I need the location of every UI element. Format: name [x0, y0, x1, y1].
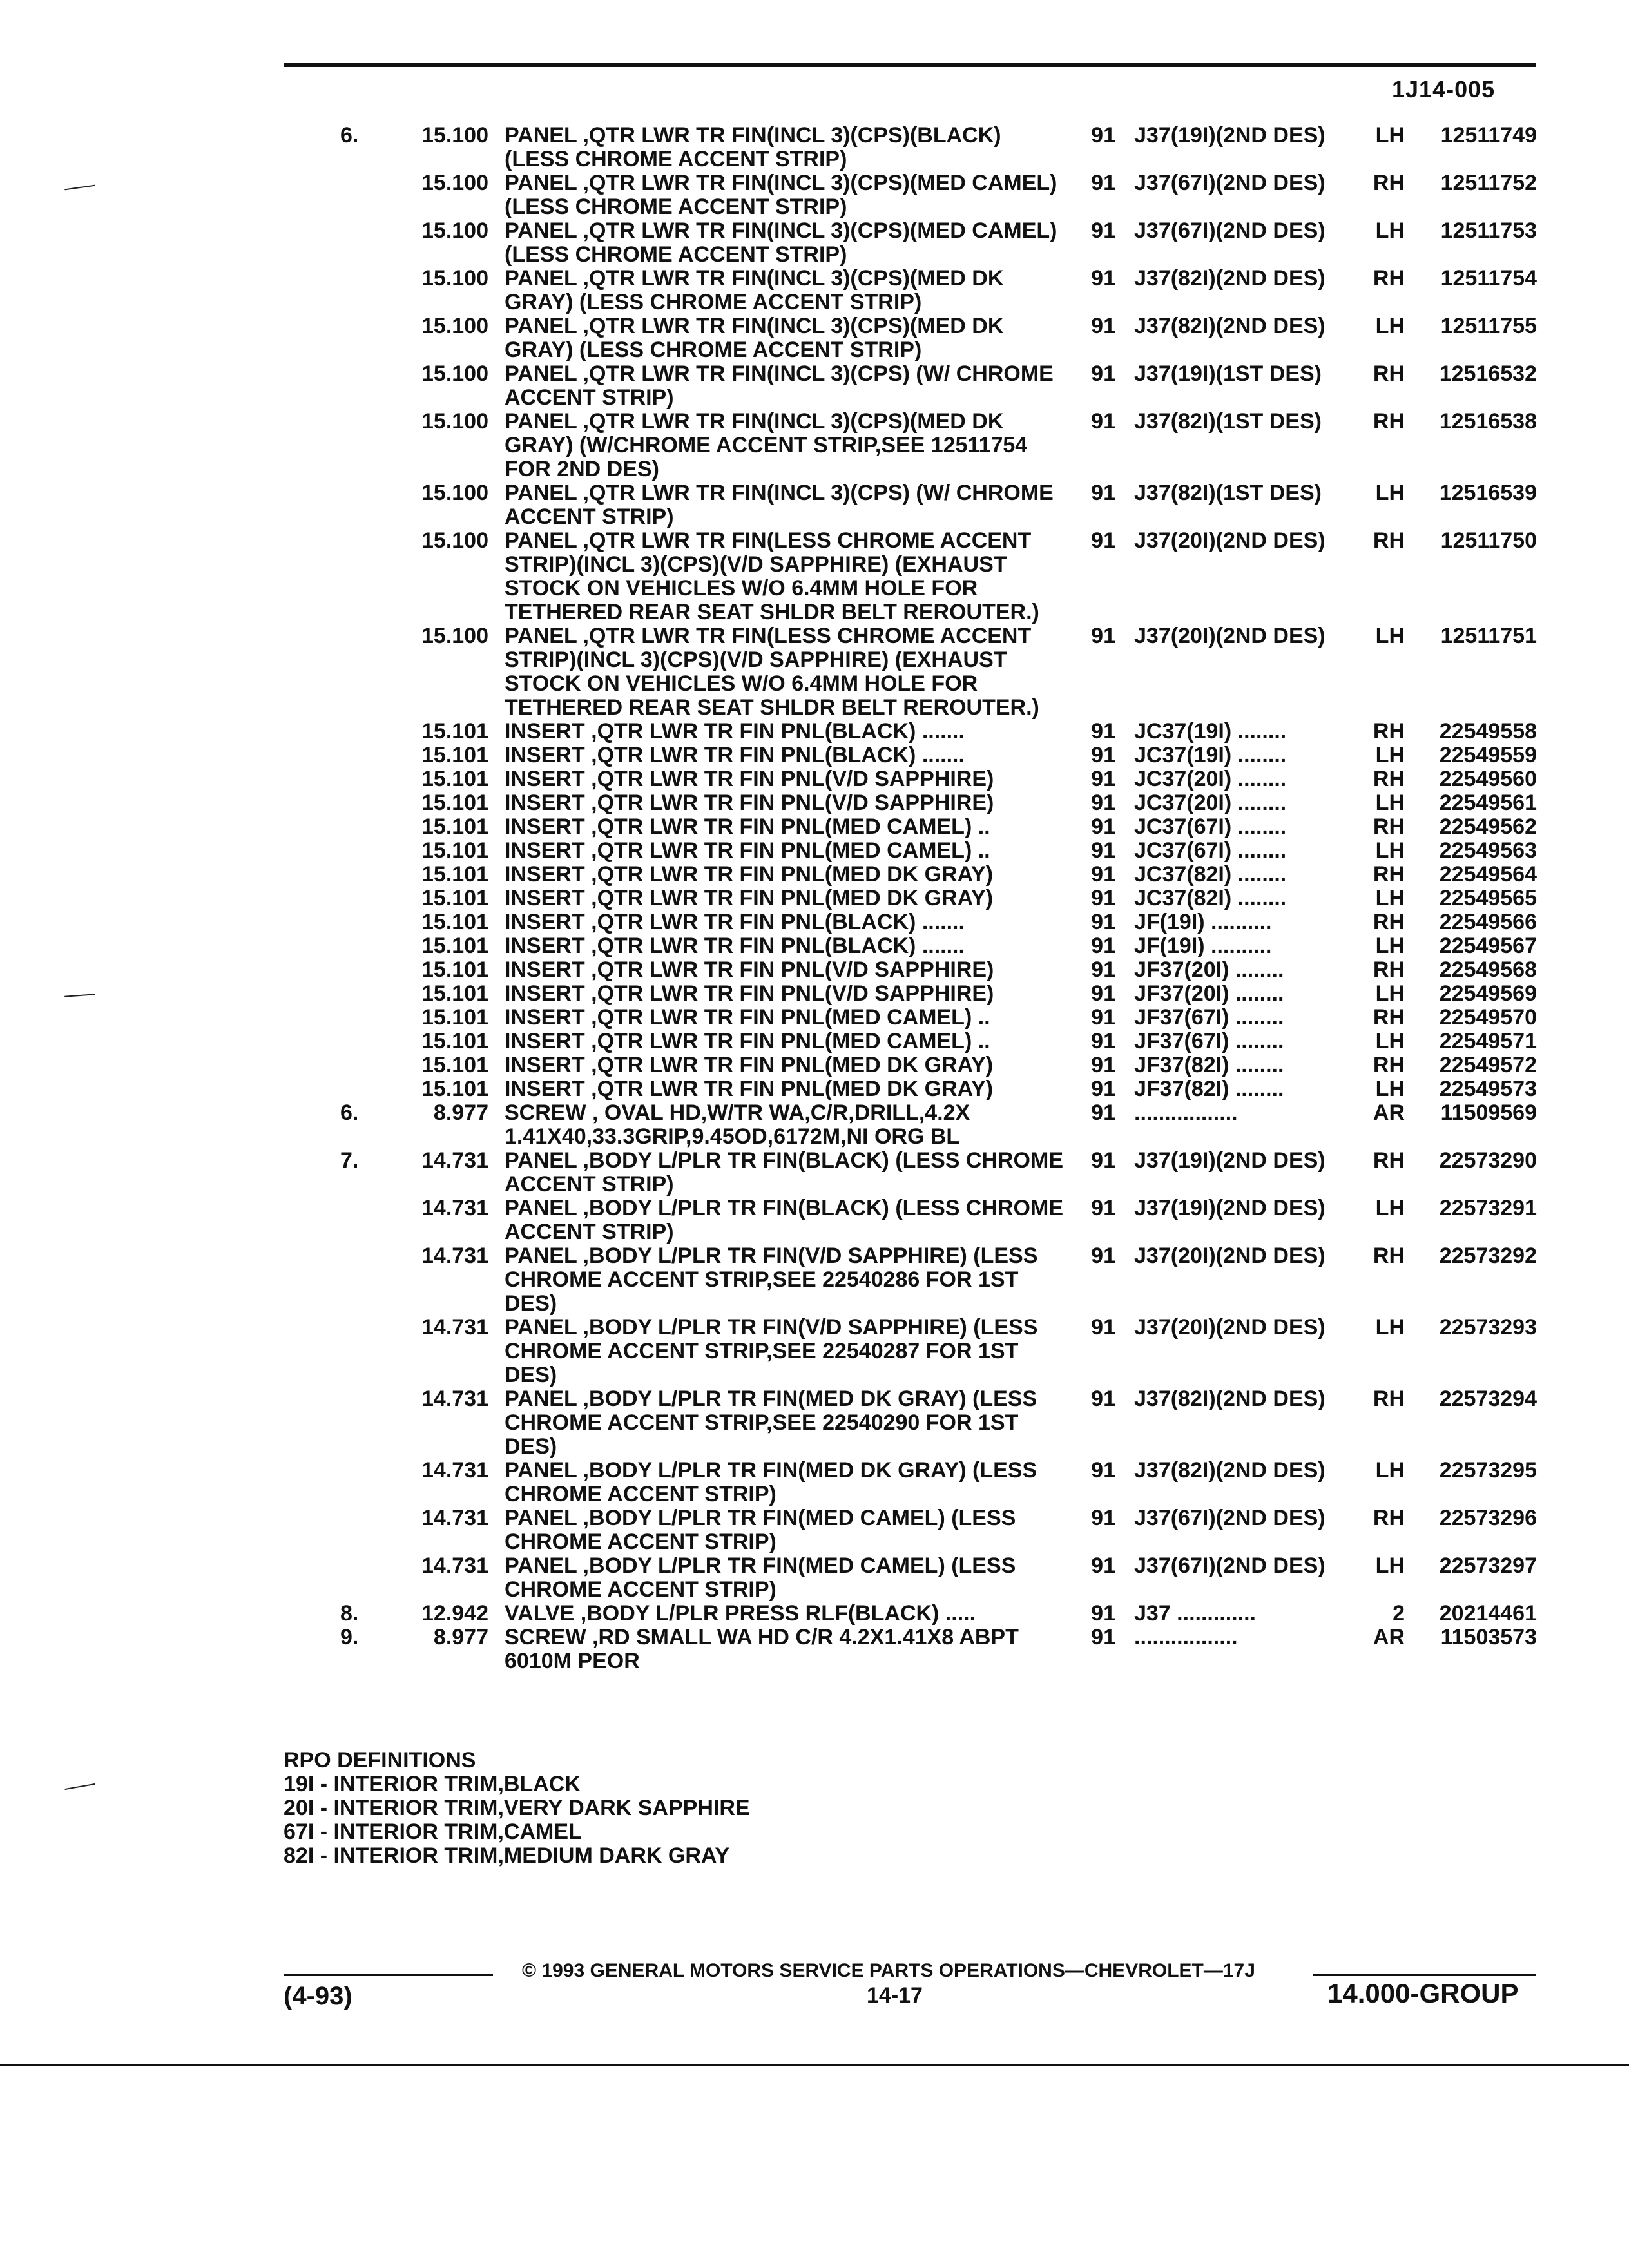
row-part-number: 22573293	[1439, 1315, 1537, 1340]
row-side: RH	[1373, 1506, 1405, 1530]
row-body-code: J37(82I)(2ND DES)	[1134, 266, 1325, 291]
row-description: INSERT ,QTR LWR TR FIN PNL(BLACK) .......	[505, 743, 965, 767]
row-description: SCREW ,RD SMALL WA HD C/R 4.2X1.41X8 ABPT 6010M PEOR	[505, 1625, 1019, 1673]
row-description: PANEL ,BODY L/PLR TR FIN(BLACK) (LESS CHROME ACCENT STRIP)	[505, 1196, 1063, 1244]
row-side: 2	[1393, 1601, 1405, 1626]
row-body-code: JC37(82I) ........	[1134, 886, 1287, 910]
row-ref-number: 15.100	[421, 481, 488, 505]
row-description: INSERT ,QTR LWR TR FIN PNL(MED CAMEL) ..	[505, 1005, 990, 1030]
row-year: 91	[1091, 814, 1115, 839]
footer-date: (4-93)	[284, 1982, 352, 2010]
row-side: AR	[1373, 1625, 1405, 1649]
table-row	[0, 1006, 1629, 1030]
row-ref-number: 15.101	[421, 791, 488, 815]
row-year: 91	[1091, 1077, 1115, 1101]
row-body-code: J37(82I)(2ND DES)	[1134, 1387, 1325, 1411]
table-row	[0, 481, 1629, 529]
row-side: RH	[1373, 1053, 1405, 1077]
row-description: PANEL ,QTR LWR TR FIN(LESS CHROME ACCENT STRIP)(INCL 3)(CPS)(V/D SAPPHIRE) (EXHAUST STOCK ON VEHICLES W/O 6.4MM HOLE FOR TETHERED REAR SEAT SHLDR BELT REROUTER.)	[505, 528, 1039, 624]
table-row	[0, 124, 1629, 171]
row-body-code: JC37(82I) ........	[1134, 862, 1287, 887]
row-side: LH	[1375, 981, 1405, 1006]
table-row	[0, 1030, 1629, 1053]
row-side: LH	[1375, 1196, 1405, 1220]
table-row	[0, 744, 1629, 767]
row-side: RH	[1373, 862, 1405, 887]
row-side: RH	[1373, 767, 1405, 791]
row-item-number: 6.	[340, 123, 359, 148]
row-part-number: 12511753	[1440, 218, 1537, 243]
row-side: LH	[1375, 1029, 1405, 1053]
row-body-code: J37(67I)(2ND DES)	[1134, 1506, 1325, 1530]
table-row	[0, 1602, 1629, 1626]
row-body-code: J37(20I)(2ND DES)	[1134, 1244, 1325, 1268]
row-body-code: J37(82I)(2ND DES)	[1134, 1458, 1325, 1483]
row-year: 91	[1091, 1029, 1115, 1053]
row-year: 91	[1091, 910, 1115, 934]
row-description: PANEL ,QTR LWR TR FIN(INCL 3)(CPS)(MED CAMEL) (LESS CHROME ACCENT STRIP)	[505, 218, 1057, 267]
row-year: 91	[1091, 266, 1115, 291]
row-ref-number: 15.100	[421, 624, 488, 648]
row-body-code: J37(20I)(2ND DES)	[1134, 528, 1325, 553]
table-row	[0, 362, 1629, 410]
row-description: PANEL ,QTR LWR TR FIN(INCL 3)(CPS)(MED DK GRAY) (LESS CHROME ACCENT STRIP)	[505, 266, 1004, 314]
row-description: INSERT ,QTR LWR TR FIN PNL(MED CAMEL) ..	[505, 1029, 990, 1053]
row-year: 91	[1091, 791, 1115, 815]
row-body-code: JC37(67I) ........	[1134, 838, 1287, 863]
row-body-code: JC37(67I) ........	[1134, 814, 1287, 839]
row-description: INSERT ,QTR LWR TR FIN PNL(MED CAMEL) ..	[505, 814, 990, 839]
row-body-code: JF37(82I) ........	[1134, 1053, 1284, 1077]
row-ref-number: 15.101	[421, 1053, 488, 1077]
row-body-code: J37(67I)(2ND DES)	[1134, 218, 1325, 243]
row-ref-number: 14.731	[421, 1553, 488, 1578]
row-body-code: JC37(20I) ........	[1134, 767, 1287, 791]
table-row	[0, 720, 1629, 744]
row-year: 91	[1091, 1506, 1115, 1530]
row-year: 91	[1091, 528, 1115, 553]
rpo-definitions	[284, 1749, 750, 1868]
parts-list	[0, 124, 1629, 1673]
row-ref-number: 14.731	[421, 1458, 488, 1483]
table-row	[0, 314, 1629, 362]
row-ref-number: 15.101	[421, 1005, 488, 1030]
row-year: 91	[1091, 1315, 1115, 1340]
row-year: 91	[1091, 314, 1115, 338]
row-part-number: 22549568	[1439, 957, 1537, 982]
row-side: LH	[1375, 1553, 1405, 1578]
row-part-number: 22549572	[1439, 1053, 1537, 1077]
row-body-code: JF(19I) ..........	[1134, 934, 1272, 958]
table-row	[0, 1626, 1629, 1673]
row-body-code: JC37(19I) ........	[1134, 719, 1287, 744]
row-year: 91	[1091, 1053, 1115, 1077]
row-year: 91	[1091, 481, 1115, 505]
row-side: RH	[1373, 1387, 1405, 1411]
top-rule	[284, 63, 1536, 67]
row-year: 91	[1091, 767, 1115, 791]
table-row	[0, 410, 1629, 481]
row-body-code: J37 .............	[1134, 1601, 1256, 1626]
row-part-number: 22549567	[1439, 934, 1537, 958]
table-row	[0, 1196, 1629, 1244]
table-row	[0, 1053, 1629, 1077]
row-description: INSERT ,QTR LWR TR FIN PNL(V/D SAPPHIRE)	[505, 767, 994, 791]
row-description: INSERT ,QTR LWR TR FIN PNL(V/D SAPPHIRE)	[505, 957, 994, 982]
row-description: PANEL ,QTR LWR TR FIN(LESS CHROME ACCENT STRIP)(INCL 3)(CPS)(V/D SAPPHIRE) (EXHAUST STOCK ON VEHICLES W/O 6.4MM HOLE FOR TETHERED REAR SEAT SHLDR BELT REROUTER.)	[505, 624, 1039, 720]
row-description: PANEL ,QTR LWR TR FIN(INCL 3)(CPS) (W/ CHROME ACCENT STRIP)	[505, 361, 1054, 410]
row-side: RH	[1373, 1244, 1405, 1268]
footer-copyright: © 1993 GENERAL MOTORS SERVICE PARTS OPERATIONS—CHEVROLET—17J	[522, 1960, 1255, 1981]
row-part-number: 12511751	[1440, 624, 1537, 648]
row-description: INSERT ,QTR LWR TR FIN PNL(MED DK GRAY)	[505, 1053, 994, 1077]
row-ref-number: 15.100	[421, 314, 488, 338]
row-description: INSERT ,QTR LWR TR FIN PNL(MED DK GRAY)	[505, 1077, 994, 1101]
row-year: 91	[1091, 1244, 1115, 1268]
row-part-number: 12516538	[1439, 409, 1537, 434]
row-side: RH	[1373, 1148, 1405, 1173]
row-body-code: JF37(20I) ........	[1134, 981, 1284, 1006]
row-side: RH	[1373, 266, 1405, 291]
row-description: INSERT ,QTR LWR TR FIN PNL(BLACK) .......	[505, 719, 965, 744]
row-description: INSERT ,QTR LWR TR FIN PNL(MED CAMEL) ..	[505, 838, 990, 863]
row-ref-number: 15.101	[421, 814, 488, 839]
row-year: 91	[1091, 624, 1115, 648]
row-ref-number: 15.101	[421, 981, 488, 1006]
row-part-number: 22549559	[1439, 743, 1537, 767]
table-row	[0, 839, 1629, 863]
table-row	[0, 171, 1629, 219]
row-ref-number: 14.731	[421, 1148, 488, 1173]
row-ref-number: 15.100	[421, 409, 488, 434]
row-ref-number: 12.942	[421, 1601, 488, 1626]
row-side: LH	[1375, 123, 1405, 148]
table-row	[0, 934, 1629, 958]
rpo-item: 19I - INTERIOR TRIM,BLACK	[284, 1772, 581, 1796]
row-part-number: 22549563	[1439, 838, 1537, 863]
row-side: LH	[1375, 624, 1405, 648]
row-side: RH	[1373, 528, 1405, 553]
table-row	[0, 1554, 1629, 1602]
row-side: LH	[1375, 743, 1405, 767]
row-year: 91	[1091, 934, 1115, 958]
row-ref-number: 15.100	[421, 123, 488, 148]
row-body-code: J37(82I)(1ST DES)	[1134, 409, 1322, 434]
row-side: LH	[1375, 791, 1405, 815]
row-side: RH	[1373, 171, 1405, 195]
table-row	[0, 1387, 1629, 1459]
row-part-number: 11503573	[1440, 1625, 1537, 1649]
row-ref-number: 15.100	[421, 266, 488, 291]
row-ref-number: 15.101	[421, 957, 488, 982]
row-side: LH	[1375, 1077, 1405, 1101]
row-side: RH	[1373, 1005, 1405, 1030]
row-year: 91	[1091, 981, 1115, 1006]
row-part-number: 22573291	[1439, 1196, 1537, 1220]
row-part-number: 12511750	[1440, 528, 1537, 553]
row-body-code: JF37(82I) ........	[1134, 1077, 1284, 1101]
row-ref-number: 15.101	[421, 1077, 488, 1101]
table-row	[0, 267, 1629, 314]
row-description: INSERT ,QTR LWR TR FIN PNL(MED DK GRAY)	[505, 862, 994, 887]
row-part-number: 22573295	[1439, 1458, 1537, 1483]
row-body-code: JF37(67I) ........	[1134, 1029, 1284, 1053]
row-part-number: 22549565	[1439, 886, 1537, 910]
row-side: RH	[1373, 409, 1405, 434]
row-side: LH	[1375, 218, 1405, 243]
row-part-number: 12511749	[1440, 123, 1537, 148]
row-year: 91	[1091, 886, 1115, 910]
row-description: PANEL ,QTR LWR TR FIN(INCL 3)(CPS)(MED CAMEL) (LESS CHROME ACCENT STRIP)	[505, 171, 1057, 219]
row-ref-number: 8.977	[433, 1100, 488, 1125]
row-ref-number: 15.101	[421, 743, 488, 767]
row-description: INSERT ,QTR LWR TR FIN PNL(V/D SAPPHIRE)	[505, 981, 994, 1006]
row-description: PANEL ,BODY L/PLR TR FIN(MED DK GRAY) (LESS CHROME ACCENT STRIP)	[505, 1458, 1037, 1506]
row-part-number: 22573290	[1439, 1148, 1537, 1173]
row-year: 91	[1091, 1100, 1115, 1125]
row-part-number: 22549561	[1439, 791, 1537, 815]
row-year: 91	[1091, 719, 1115, 744]
row-part-number: 12516532	[1439, 361, 1537, 386]
table-row	[0, 791, 1629, 815]
row-body-code: .................	[1134, 1100, 1238, 1125]
row-part-number: 22549573	[1439, 1077, 1537, 1101]
table-row	[0, 624, 1629, 720]
row-description: VALVE ,BODY L/PLR PRESS RLF(BLACK) .....	[505, 1601, 976, 1626]
row-ref-number: 15.101	[421, 767, 488, 791]
table-row	[0, 982, 1629, 1006]
row-part-number: 22573292	[1439, 1244, 1537, 1268]
row-part-number: 12511754	[1440, 266, 1537, 291]
row-part-number: 20214461	[1439, 1601, 1537, 1626]
table-row	[0, 887, 1629, 910]
row-description: PANEL ,BODY L/PLR TR FIN(V/D SAPPHIRE) (LESS CHROME ACCENT STRIP,SEE 22540286 FOR 1ST DES)	[505, 1244, 1038, 1316]
row-description: SCREW , OVAL HD,W/TR WA,C/R,DRILL,4.2X 1.41X40,33.3GRIP,9.45OD,6172M,NI ORG BL	[505, 1100, 970, 1149]
row-item-number: 7.	[340, 1148, 359, 1173]
table-row	[0, 219, 1629, 267]
row-year: 91	[1091, 171, 1115, 195]
row-ref-number: 15.101	[421, 838, 488, 863]
row-part-number: 22549569	[1439, 981, 1537, 1006]
row-side: LH	[1375, 934, 1405, 958]
row-year: 91	[1091, 218, 1115, 243]
row-year: 91	[1091, 957, 1115, 982]
row-body-code: .................	[1134, 1625, 1238, 1649]
table-row	[0, 1077, 1629, 1101]
row-ref-number: 14.731	[421, 1244, 488, 1268]
footer-rule-left	[284, 1974, 493, 1976]
row-part-number: 22549570	[1439, 1005, 1537, 1030]
table-row	[0, 1244, 1629, 1316]
footer-page-number: 14-17	[867, 1983, 923, 2008]
row-side: LH	[1375, 1458, 1405, 1483]
rpo-item: 82I - INTERIOR TRIM,MEDIUM DARK GRAY	[284, 1843, 730, 1868]
row-year: 91	[1091, 409, 1115, 434]
row-ref-number: 15.101	[421, 719, 488, 744]
row-part-number: 22549560	[1439, 767, 1537, 791]
row-body-code: J37(20I)(2ND DES)	[1134, 624, 1325, 648]
margin-mark	[64, 1783, 95, 1790]
row-ref-number: 8.977	[433, 1625, 488, 1649]
row-part-number: 22573297	[1439, 1553, 1537, 1578]
row-year: 91	[1091, 1458, 1115, 1483]
row-description: PANEL ,QTR LWR TR FIN(INCL 3)(CPS) (W/ CHROME ACCENT STRIP)	[505, 481, 1054, 529]
table-row	[0, 1506, 1629, 1554]
row-side: RH	[1373, 910, 1405, 934]
row-year: 91	[1091, 862, 1115, 887]
row-item-number: 6.	[340, 1100, 359, 1125]
table-row	[0, 1101, 1629, 1149]
row-year: 91	[1091, 1553, 1115, 1578]
row-year: 91	[1091, 1601, 1115, 1626]
table-row	[0, 1459, 1629, 1506]
row-ref-number: 15.100	[421, 218, 488, 243]
row-side: LH	[1375, 1315, 1405, 1340]
table-row	[0, 767, 1629, 791]
row-ref-number: 15.101	[421, 910, 488, 934]
row-description: PANEL ,BODY L/PLR TR FIN(MED CAMEL) (LESS CHROME ACCENT STRIP)	[505, 1553, 1016, 1602]
row-part-number: 22573296	[1439, 1506, 1537, 1530]
row-description: PANEL ,BODY L/PLR TR FIN(MED CAMEL) (LESS CHROME ACCENT STRIP)	[505, 1506, 1016, 1554]
row-year: 91	[1091, 1005, 1115, 1030]
row-ref-number: 14.731	[421, 1196, 488, 1220]
row-ref-number: 14.731	[421, 1315, 488, 1340]
row-year: 91	[1091, 123, 1115, 148]
row-body-code: J37(19I)(2ND DES)	[1134, 123, 1325, 148]
row-ref-number: 15.101	[421, 1029, 488, 1053]
table-row	[0, 815, 1629, 839]
row-side: LH	[1375, 838, 1405, 863]
row-part-number: 12511752	[1440, 171, 1537, 195]
row-ref-number: 15.100	[421, 528, 488, 553]
row-year: 91	[1091, 1196, 1115, 1220]
row-part-number: 22549558	[1439, 719, 1537, 744]
row-side: RH	[1373, 814, 1405, 839]
row-ref-number: 14.731	[421, 1387, 488, 1411]
row-ref-number: 14.731	[421, 1506, 488, 1530]
row-description: INSERT ,QTR LWR TR FIN PNL(BLACK) .......	[505, 934, 965, 958]
row-part-number: 12511755	[1440, 314, 1537, 338]
row-description: INSERT ,QTR LWR TR FIN PNL(V/D SAPPHIRE)	[505, 791, 994, 815]
row-description: PANEL ,BODY L/PLR TR FIN(BLACK) (LESS CHROME ACCENT STRIP)	[505, 1148, 1063, 1196]
row-part-number: 22549562	[1439, 814, 1537, 839]
row-year: 91	[1091, 1625, 1115, 1649]
row-body-code: JF37(20I) ........	[1134, 957, 1284, 982]
row-description: PANEL ,BODY L/PLR TR FIN(V/D SAPPHIRE) (LESS CHROME ACCENT STRIP,SEE 22540287 FOR 1ST DES)	[505, 1315, 1038, 1387]
row-ref-number: 15.101	[421, 862, 488, 887]
row-body-code: J37(67I)(2ND DES)	[1134, 1553, 1325, 1578]
row-description: PANEL ,QTR LWR TR FIN(INCL 3)(CPS)(MED DK GRAY) (W/CHROME ACCENT STRIP,SEE 12511754 FOR 2ND DES)	[505, 409, 1028, 481]
row-side: RH	[1373, 957, 1405, 982]
row-body-code: JF37(67I) ........	[1134, 1005, 1284, 1030]
row-ref-number: 15.100	[421, 171, 488, 195]
row-body-code: J37(82I)(2ND DES)	[1134, 314, 1325, 338]
row-part-number: 11509569	[1440, 1100, 1537, 1125]
page-code: 1J14-005	[1392, 76, 1496, 102]
row-side: RH	[1373, 361, 1405, 386]
row-year: 91	[1091, 1387, 1115, 1411]
row-ref-number: 15.100	[421, 361, 488, 386]
row-description: PANEL ,BODY L/PLR TR FIN(MED DK GRAY) (LESS CHROME ACCENT STRIP,SEE 22540290 FOR 1ST DES)	[505, 1387, 1037, 1459]
row-item-number: 8.	[340, 1601, 359, 1626]
row-year: 91	[1091, 1148, 1115, 1173]
row-body-code: J37(20I)(2ND DES)	[1134, 1315, 1325, 1340]
row-side: LH	[1375, 481, 1405, 505]
rpo-item: 67I - INTERIOR TRIM,CAMEL	[284, 1820, 582, 1844]
table-row	[0, 910, 1629, 934]
row-part-number: 12516539	[1439, 481, 1537, 505]
row-body-code: J37(19I)(2ND DES)	[1134, 1148, 1325, 1173]
table-row	[0, 1316, 1629, 1387]
row-side: LH	[1375, 314, 1405, 338]
row-side: RH	[1373, 719, 1405, 744]
row-body-code: JC37(20I) ........	[1134, 791, 1287, 815]
row-description: PANEL ,QTR LWR TR FIN(INCL 3)(CPS)(MED DK GRAY) (LESS CHROME ACCENT STRIP)	[505, 314, 1004, 362]
table-row	[0, 863, 1629, 887]
row-item-number: 9.	[340, 1625, 359, 1649]
row-ref-number: 15.101	[421, 886, 488, 910]
row-part-number: 22549571	[1439, 1029, 1537, 1053]
row-year: 91	[1091, 838, 1115, 863]
table-row	[0, 1149, 1629, 1196]
row-side: AR	[1373, 1100, 1405, 1125]
bottom-rule	[0, 2064, 1629, 2066]
row-year: 91	[1091, 361, 1115, 386]
row-description: INSERT ,QTR LWR TR FIN PNL(MED DK GRAY)	[505, 886, 994, 910]
row-part-number: 22549566	[1439, 910, 1537, 934]
table-row	[0, 529, 1629, 624]
row-body-code: J37(67I)(2ND DES)	[1134, 171, 1325, 195]
row-part-number: 22573294	[1439, 1387, 1537, 1411]
row-body-code: J37(19I)(2ND DES)	[1134, 1196, 1325, 1220]
row-part-number: 22549564	[1439, 862, 1537, 887]
row-year: 91	[1091, 743, 1115, 767]
row-side: LH	[1375, 886, 1405, 910]
row-body-code: J37(19I)(1ST DES)	[1134, 361, 1322, 386]
row-description: PANEL ,QTR LWR TR FIN(INCL 3)(CPS)(BLACK) (LESS CHROME ACCENT STRIP)	[505, 123, 1001, 171]
rpo-item: 20I - INTERIOR TRIM,VERY DARK SAPPHIRE	[284, 1796, 750, 1820]
row-body-code: JC37(19I) ........	[1134, 743, 1287, 767]
row-description: INSERT ,QTR LWR TR FIN PNL(BLACK) .......	[505, 910, 965, 934]
footer-rule-right	[1313, 1974, 1536, 1976]
row-ref-number: 15.101	[421, 934, 488, 958]
footer-group: 14.000-GROUP	[1327, 1978, 1519, 2008]
table-row	[0, 958, 1629, 982]
row-body-code: J37(82I)(1ST DES)	[1134, 481, 1322, 505]
rpo-title: RPO DEFINITIONS	[284, 1748, 476, 1773]
row-body-code: JF(19I) ..........	[1134, 910, 1272, 934]
